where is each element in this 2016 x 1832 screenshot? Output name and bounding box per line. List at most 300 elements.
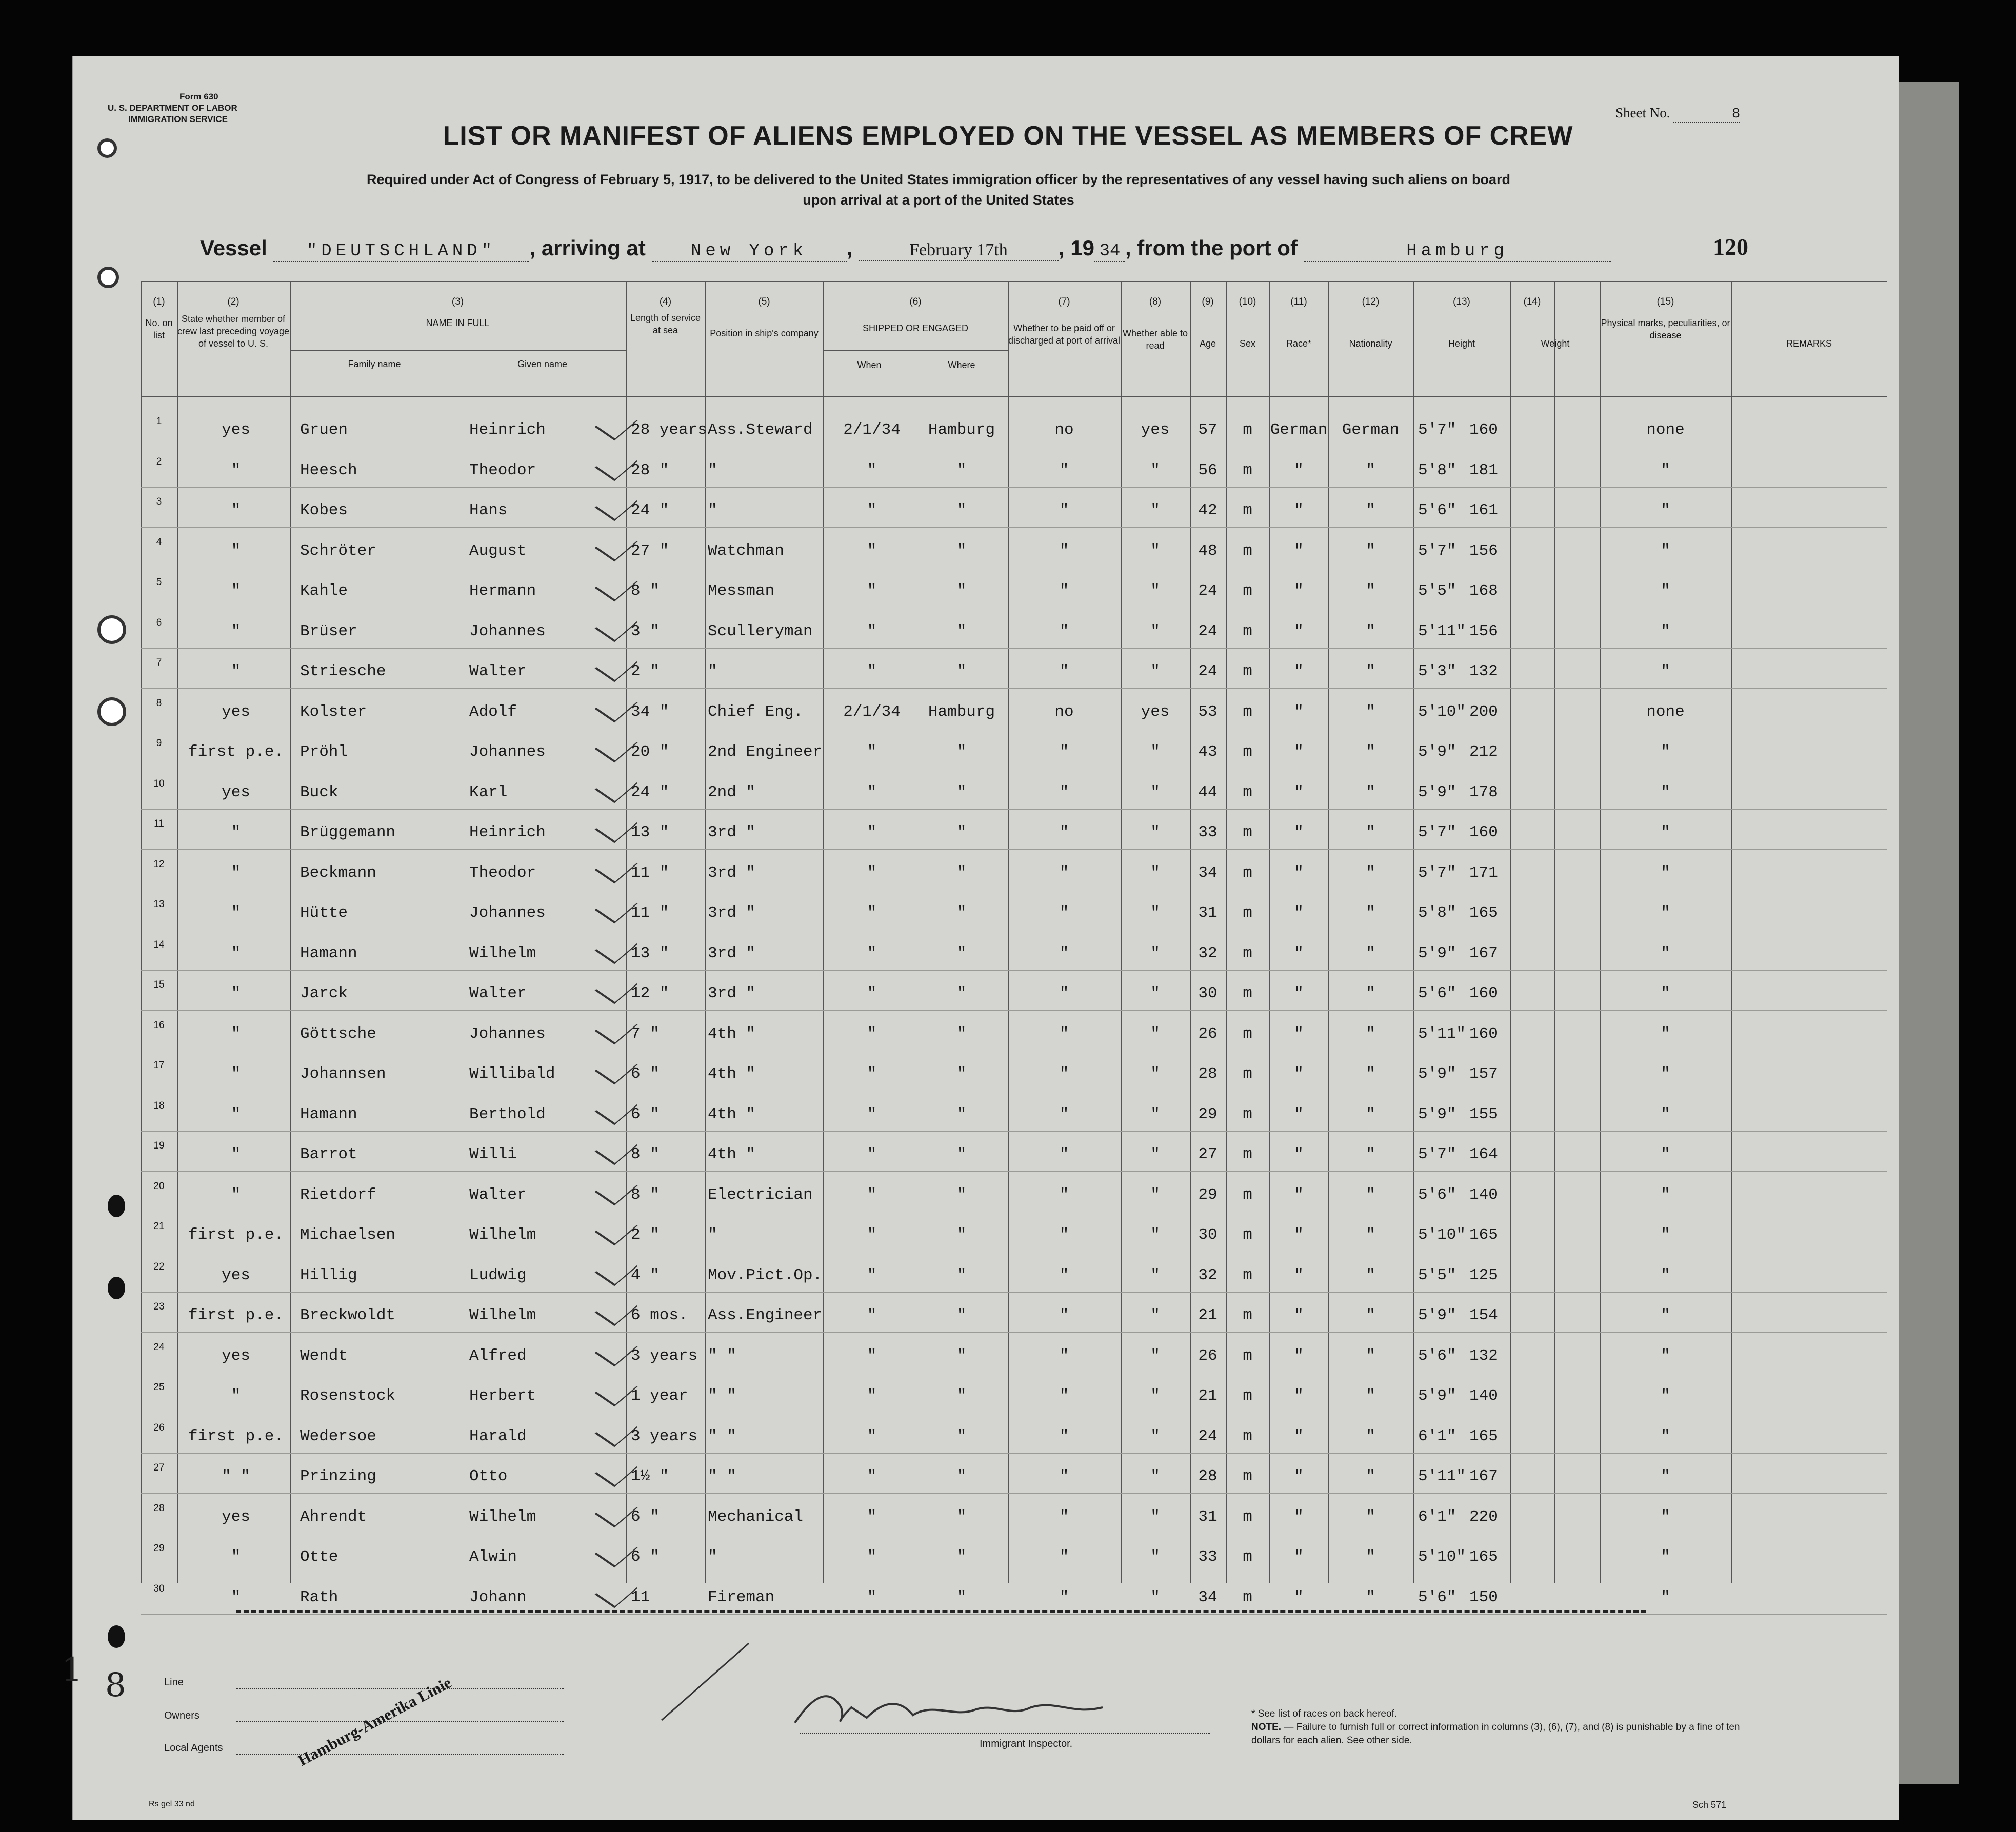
cell-where: " [956,461,967,479]
cell-height: 5'9" [1418,1306,1456,1324]
cell-paid: " [1059,1588,1069,1606]
cell-weight: 157 [1469,1065,1498,1083]
cell-position: " " [708,1346,736,1365]
cell-read: " [1150,904,1160,922]
cell-state: " [231,1588,241,1606]
cell-sex: m [1243,1306,1252,1324]
cell-nat: " [1366,1387,1375,1405]
cell-age: 53 [1198,702,1217,721]
cell-family: Hamann [300,944,357,962]
cell-read: " [1150,1507,1160,1526]
row-number: 24 [153,1341,165,1353]
cell-age: 43 [1198,743,1217,761]
cell-family: Wendt [300,1346,348,1365]
cell-height: 5'9" [1418,743,1456,761]
cell-given: Johannes [469,904,546,922]
cell-nat: " [1366,1467,1375,1485]
cell-read: " [1150,863,1160,882]
cell-nat: " [1366,944,1375,962]
cell-marks: " [1661,1306,1670,1324]
cell-nat: " [1366,1145,1375,1163]
cell-given: Karl [469,783,508,801]
cell-sex: m [1243,1185,1252,1204]
cell-nat: " [1366,1065,1375,1083]
header-family: Family name [348,359,401,369]
cell-when: " [867,1185,877,1204]
note-text: — Failure to furnish full or correct information in columns (3), (6), (7), and (8) is punishable by a fine of ten dollars for each alien. See other side. [1251,1722,1740,1746]
cell-family: Rosenstock [300,1387,396,1405]
cell-nat: " [1366,702,1375,721]
cell-weight: 156 [1469,622,1498,640]
cell-age: 31 [1198,1507,1217,1526]
cell-given: Theodor [469,461,536,479]
cell-where: " [956,944,967,962]
row-number: 20 [153,1180,165,1192]
header-remarks: REMARKS [1786,338,1832,349]
cell-length: 2 " [631,662,660,680]
cell-paid: " [1059,743,1069,761]
form-code: Rs gel 33 nd [149,1800,195,1808]
cell-position: 4th " [708,1105,756,1123]
cell-position: 2nd Engineer [708,743,823,761]
cell-position: Mov.Pict.Op. [708,1266,823,1284]
cell-marks: " [1661,582,1670,600]
cell-where: " [956,904,967,922]
cell-marks: " [1661,1185,1670,1204]
cell-read: " [1150,1548,1160,1566]
cell-given: Adolf [469,702,517,721]
cell-read: " [1150,582,1160,600]
cell-length: 7 " [631,1024,660,1043]
cell-length: 6 " [631,1065,660,1083]
cell-where: " [956,1145,967,1163]
cell-nat: " [1366,1226,1375,1244]
cell-state: first p.e. [188,743,284,761]
cell-position: 4th " [708,1065,756,1083]
header-no: No. on list [145,318,173,340]
cell-position: Sculleryman [708,622,813,640]
cell-weight: 154 [1469,1306,1498,1324]
cell-sex: m [1243,1588,1252,1606]
cell-read: " [1150,944,1160,962]
cell-given: Heinrich [469,421,546,439]
cell-position: " [708,461,717,479]
cell-age: 27 [1198,1145,1217,1163]
row-number: 2 [156,456,162,467]
cell-paid: " [1059,1427,1069,1445]
cell-weight: 181 [1469,461,1498,479]
cell-height: 5'10" [1418,1226,1466,1244]
cell-family: Kahle [300,582,348,600]
cell-read: " [1150,743,1160,761]
page-title: LIST OR MANIFEST OF ALIENS EMPLOYED ON THE VESSEL AS MEMBERS OF CREW [443,121,1573,151]
cell-state: yes [222,1266,250,1284]
cell-given: Wilhelm [469,1306,536,1324]
cell-paid: " [1059,823,1069,841]
cell-read: " [1150,1306,1160,1324]
cell-marks: " [1661,662,1670,680]
cell-read: " [1150,501,1160,519]
cell-marks: " [1661,1145,1670,1163]
cell-age: 32 [1198,1266,1217,1284]
row-rule [141,1131,1887,1132]
cell-family: Buck [300,783,338,801]
cell-age: 32 [1198,944,1217,962]
cell-given: Johann [469,1588,527,1606]
row-rule [141,487,1887,488]
note-label: NOTE. [1251,1722,1282,1733]
row-rule [141,849,1887,850]
header-top-rule [141,281,1887,282]
cell-where: " [956,863,967,882]
cell-when: " [867,1467,877,1485]
cell-read: " [1150,461,1160,479]
cell-length: 12 " [631,984,669,1002]
cell-paid: " [1059,1266,1069,1284]
cell-length: 3 years [631,1427,698,1445]
cell-marks: " [1661,622,1670,640]
cell-paid: " [1059,783,1069,801]
cell-nat: " [1366,1548,1375,1566]
cell-family: Rietdorf [300,1185,376,1204]
form-number: Form 630 [179,92,218,102]
cell-when: " [867,582,877,600]
cell-nat: " [1366,541,1375,560]
page-number: 120 [1713,234,1748,260]
cell-given: Alwin [469,1548,517,1566]
cell-position: " [708,1548,717,1566]
pen-stroke [656,1641,759,1723]
cell-length: 1½ " [631,1467,669,1485]
header-shipped: SHIPPED OR ENGAGED [862,323,969,333]
cell-marks: " [1661,541,1670,560]
cell-read: " [1150,622,1160,640]
agent-stamp: Hamburg-Amerika Linie [295,1673,454,1769]
cell-state: first p.e. [188,1427,284,1445]
cell-family: Göttsche [300,1024,376,1043]
cell-length: 6 " [631,1548,660,1566]
cell-where: " [956,783,967,801]
cell-age: 33 [1198,823,1217,841]
cell-sex: m [1243,1024,1252,1043]
header-length: Length of service at sea [630,313,701,335]
agents-field [236,1754,564,1755]
cell-race: " [1294,1507,1304,1526]
cell-read: " [1150,662,1160,680]
cell-state: first p.e. [188,1306,284,1324]
row-rule [141,809,1887,810]
cell-paid: " [1059,662,1069,680]
column-number: (4) [659,296,672,307]
cell-height: 5'7" [1418,823,1456,841]
row-number: 14 [153,939,165,950]
cell-race: " [1294,1306,1304,1324]
cell-when: " [867,823,877,841]
row-number: 21 [153,1221,165,1232]
cell-weight: 161 [1469,501,1498,519]
cell-height: 5'6" [1418,1185,1456,1204]
cell-given: Herbert [469,1387,536,1405]
cell-state: " [231,582,241,600]
cell-weight: 160 [1469,823,1498,841]
row-number: 19 [153,1140,165,1151]
cell-when: " [867,1548,877,1566]
cell-when: " [867,1065,877,1083]
cell-marks: " [1661,783,1670,801]
cell-nat: " [1366,984,1375,1002]
cell-when: 2/1/34 [843,421,901,439]
column-number: (15) [1656,296,1674,307]
subtitle-line-1: Required under Act of Congress of February 5, 1917, to be delivered to the United States immigration officer by the representatives of any vessel having such aliens on board [366,172,1511,187]
cell-where: " [956,1507,967,1526]
cell-when: " [867,1346,877,1365]
row-number: 10 [153,778,165,789]
cell-sex: m [1243,863,1252,882]
cell-paid: " [1059,501,1069,519]
row-rule [141,648,1887,649]
subheader-rule [823,350,1008,351]
cell-height: 5'10" [1418,702,1466,721]
row-number: 15 [153,979,165,990]
cell-state: first p.e. [188,1226,284,1244]
cell-when: " [867,1145,877,1163]
cell-height: 5'7" [1418,1145,1456,1163]
cell-position: Ass.Engineer [708,1306,823,1324]
cell-marks: " [1661,1266,1670,1284]
inspector-label: Immigrant Inspector. [980,1738,1073,1749]
cell-marks: " [1661,461,1670,479]
cell-family: Kolster [300,702,367,721]
cell-paid: " [1059,541,1069,560]
cell-nat: " [1366,461,1375,479]
cell-position: Watchman [708,541,784,560]
row-number: 5 [156,577,162,588]
cell-marks: " [1661,1548,1670,1566]
cell-weight: 165 [1469,904,1498,922]
cell-read: " [1150,1346,1160,1365]
cell-age: 34 [1198,1588,1217,1606]
cell-race: " [1294,1065,1304,1083]
row-rule [141,1493,1887,1494]
cell-read: " [1150,1588,1160,1606]
cell-family: Brüggemann [300,823,396,841]
header-weight: Weight [1541,338,1570,349]
cell-where: Hamburg [928,421,995,439]
row-rule [141,527,1887,528]
cell-paid: " [1059,1226,1069,1244]
cell-height: 5'9" [1418,1387,1456,1405]
cell-family: Michaelsen [300,1226,396,1244]
column-rule [1731,281,1732,1583]
cell-family: Striesche [300,662,386,680]
header-where: Where [948,360,975,370]
cell-when: " [867,743,877,761]
cell-given: Alfred [469,1346,527,1365]
cell-read: " [1150,1266,1160,1284]
department: U. S. DEPARTMENT OF LABOR [108,103,237,113]
service: IMMIGRATION SERVICE [128,114,228,124]
row-rule [141,1292,1887,1293]
cell-race: " [1294,984,1304,1002]
cell-age: 28 [1198,1467,1217,1485]
subtitle [287,169,1590,210]
cell-state: " [231,863,241,882]
cell-family: Brüser [300,622,357,640]
cell-height: 5'8" [1418,904,1456,922]
cell-where: " [956,1387,967,1405]
cell-given: Johannes [469,1024,546,1043]
cell-marks: " [1661,823,1670,841]
cell-weight: 140 [1469,1185,1498,1204]
owners-label: Owners [164,1710,199,1721]
cell-given: August [469,541,527,560]
cell-family: Hamann [300,1105,357,1123]
cell-nat: " [1366,622,1375,640]
cell-age: 44 [1198,783,1217,801]
cell-state: yes [222,421,250,439]
cell-sex: m [1243,1467,1252,1485]
cell-when: " [867,541,877,560]
row-number: 23 [153,1301,165,1312]
header-name: NAME IN FULL [426,318,490,328]
cell-read: yes [1141,702,1170,721]
cell-race: " [1294,1266,1304,1284]
cell-state: " [231,1065,241,1083]
cell-position: 3rd " [708,823,756,841]
vessel-label: Vessel [200,236,267,260]
row-number: 3 [156,496,162,507]
cell-where: " [956,743,967,761]
cell-length: 34 " [631,702,669,721]
cell-weight: 165 [1469,1427,1498,1445]
cell-age: 33 [1198,1548,1217,1566]
arrival-date: February 17th [859,240,1059,261]
cell-race: " [1294,863,1304,882]
cell-height: 5'9" [1418,783,1456,801]
cell-given: Johannes [469,743,546,761]
cell-sex: m [1243,582,1252,600]
header-position: Position in ship's company [710,328,819,338]
row-number: 28 [153,1502,165,1514]
cell-marks: none [1646,421,1685,439]
cell-family: Otte [300,1548,338,1566]
cell-height: 5'11" [1418,1024,1466,1043]
subtitle-line-2: upon arrival at a port of the United States [803,192,1074,208]
cell-weight: 156 [1469,541,1498,560]
margin-mark-1: 1 [62,1651,83,1689]
row-rule [141,1614,1887,1615]
line-field [236,1688,564,1689]
cell-nat: " [1366,662,1375,680]
cell-family: Rath [300,1588,338,1606]
cell-length: 8 " [631,582,660,600]
cell-marks: " [1661,743,1670,761]
cell-paid: " [1059,1548,1069,1566]
cell-state: " [231,541,241,560]
cell-position: 2nd " [708,783,756,801]
cell-height: 6'1" [1418,1507,1456,1526]
header-nationality: Nationality [1349,338,1392,349]
cell-when: " [867,1306,877,1324]
cell-sex: m [1243,783,1252,801]
column-number: (2) [227,296,239,307]
cell-where: " [956,582,967,600]
row-number: 11 [154,818,164,829]
cell-paid: " [1059,1507,1069,1526]
cell-state: " [231,944,241,962]
column-number: (5) [758,296,770,307]
cell-family: Hillig [300,1266,357,1284]
header-bottom-rule [141,396,1887,397]
column-number: (14) [1523,296,1541,307]
cell-weight: 150 [1469,1588,1498,1606]
cell-when: " [867,863,877,882]
header-read: Whether able to read [1122,328,1188,351]
cell-race: " [1294,1105,1304,1123]
cell-nat: German [1342,421,1400,439]
cell-nat: " [1366,1024,1375,1043]
cell-weight: 132 [1469,1346,1498,1365]
cell-when: " [867,662,877,680]
cell-paid: " [1059,1306,1069,1324]
cell-family: Breckwoldt [300,1306,396,1324]
cell-state: " [231,1024,241,1043]
cell-marks: " [1661,1507,1670,1526]
cell-paid: no [1054,421,1074,439]
cell-nat: " [1366,1105,1375,1123]
cell-age: 56 [1198,461,1217,479]
cell-position: 4th " [708,1145,756,1163]
cell-nat: " [1366,1427,1375,1445]
cell-given: Otto [469,1467,508,1485]
cell-given: Walter [469,1185,527,1204]
cell-sex: m [1243,1226,1252,1244]
cell-state: yes [222,1507,250,1526]
cell-age: 29 [1198,1105,1217,1123]
cell-height: 5'8" [1418,461,1456,479]
voyage-line: Vessel "DEUTSCHLAND" , arriving at New York , February 17th , 19 34 , from the port of Hamburg [200,236,1611,262]
row-number: 8 [156,697,162,709]
cell-paid: " [1059,1145,1069,1163]
cell-where: " [956,1024,967,1043]
cell-age: 24 [1198,622,1217,640]
cell-given: Harald [469,1427,527,1445]
cell-family: Prinzing [300,1467,376,1485]
cell-family: Gruen [300,421,348,439]
cell-paid: " [1059,1387,1069,1405]
cell-nat: " [1366,904,1375,922]
cell-family: Wedersoe [300,1427,376,1445]
column-number: (7) [1058,296,1070,307]
cell-nat: " [1366,1507,1375,1526]
cell-race: " [1294,1024,1304,1043]
cell-state: " [231,1387,241,1405]
row-number: 13 [153,899,165,910]
header-given: Given name [517,359,568,369]
cell-weight: 200 [1469,702,1498,721]
cell-race: " [1294,541,1304,560]
cell-height: 5'5" [1418,582,1456,600]
cell-age: 42 [1198,501,1217,519]
cell-age: 26 [1198,1346,1217,1365]
cell-when: " [867,1266,877,1284]
cell-paid: " [1059,1024,1069,1043]
owners-field [236,1721,564,1722]
cell-state: " [231,823,241,841]
cell-length: 11 " [631,863,669,882]
cell-length: 11 [631,1588,650,1606]
cell-weight: 220 [1469,1507,1498,1526]
